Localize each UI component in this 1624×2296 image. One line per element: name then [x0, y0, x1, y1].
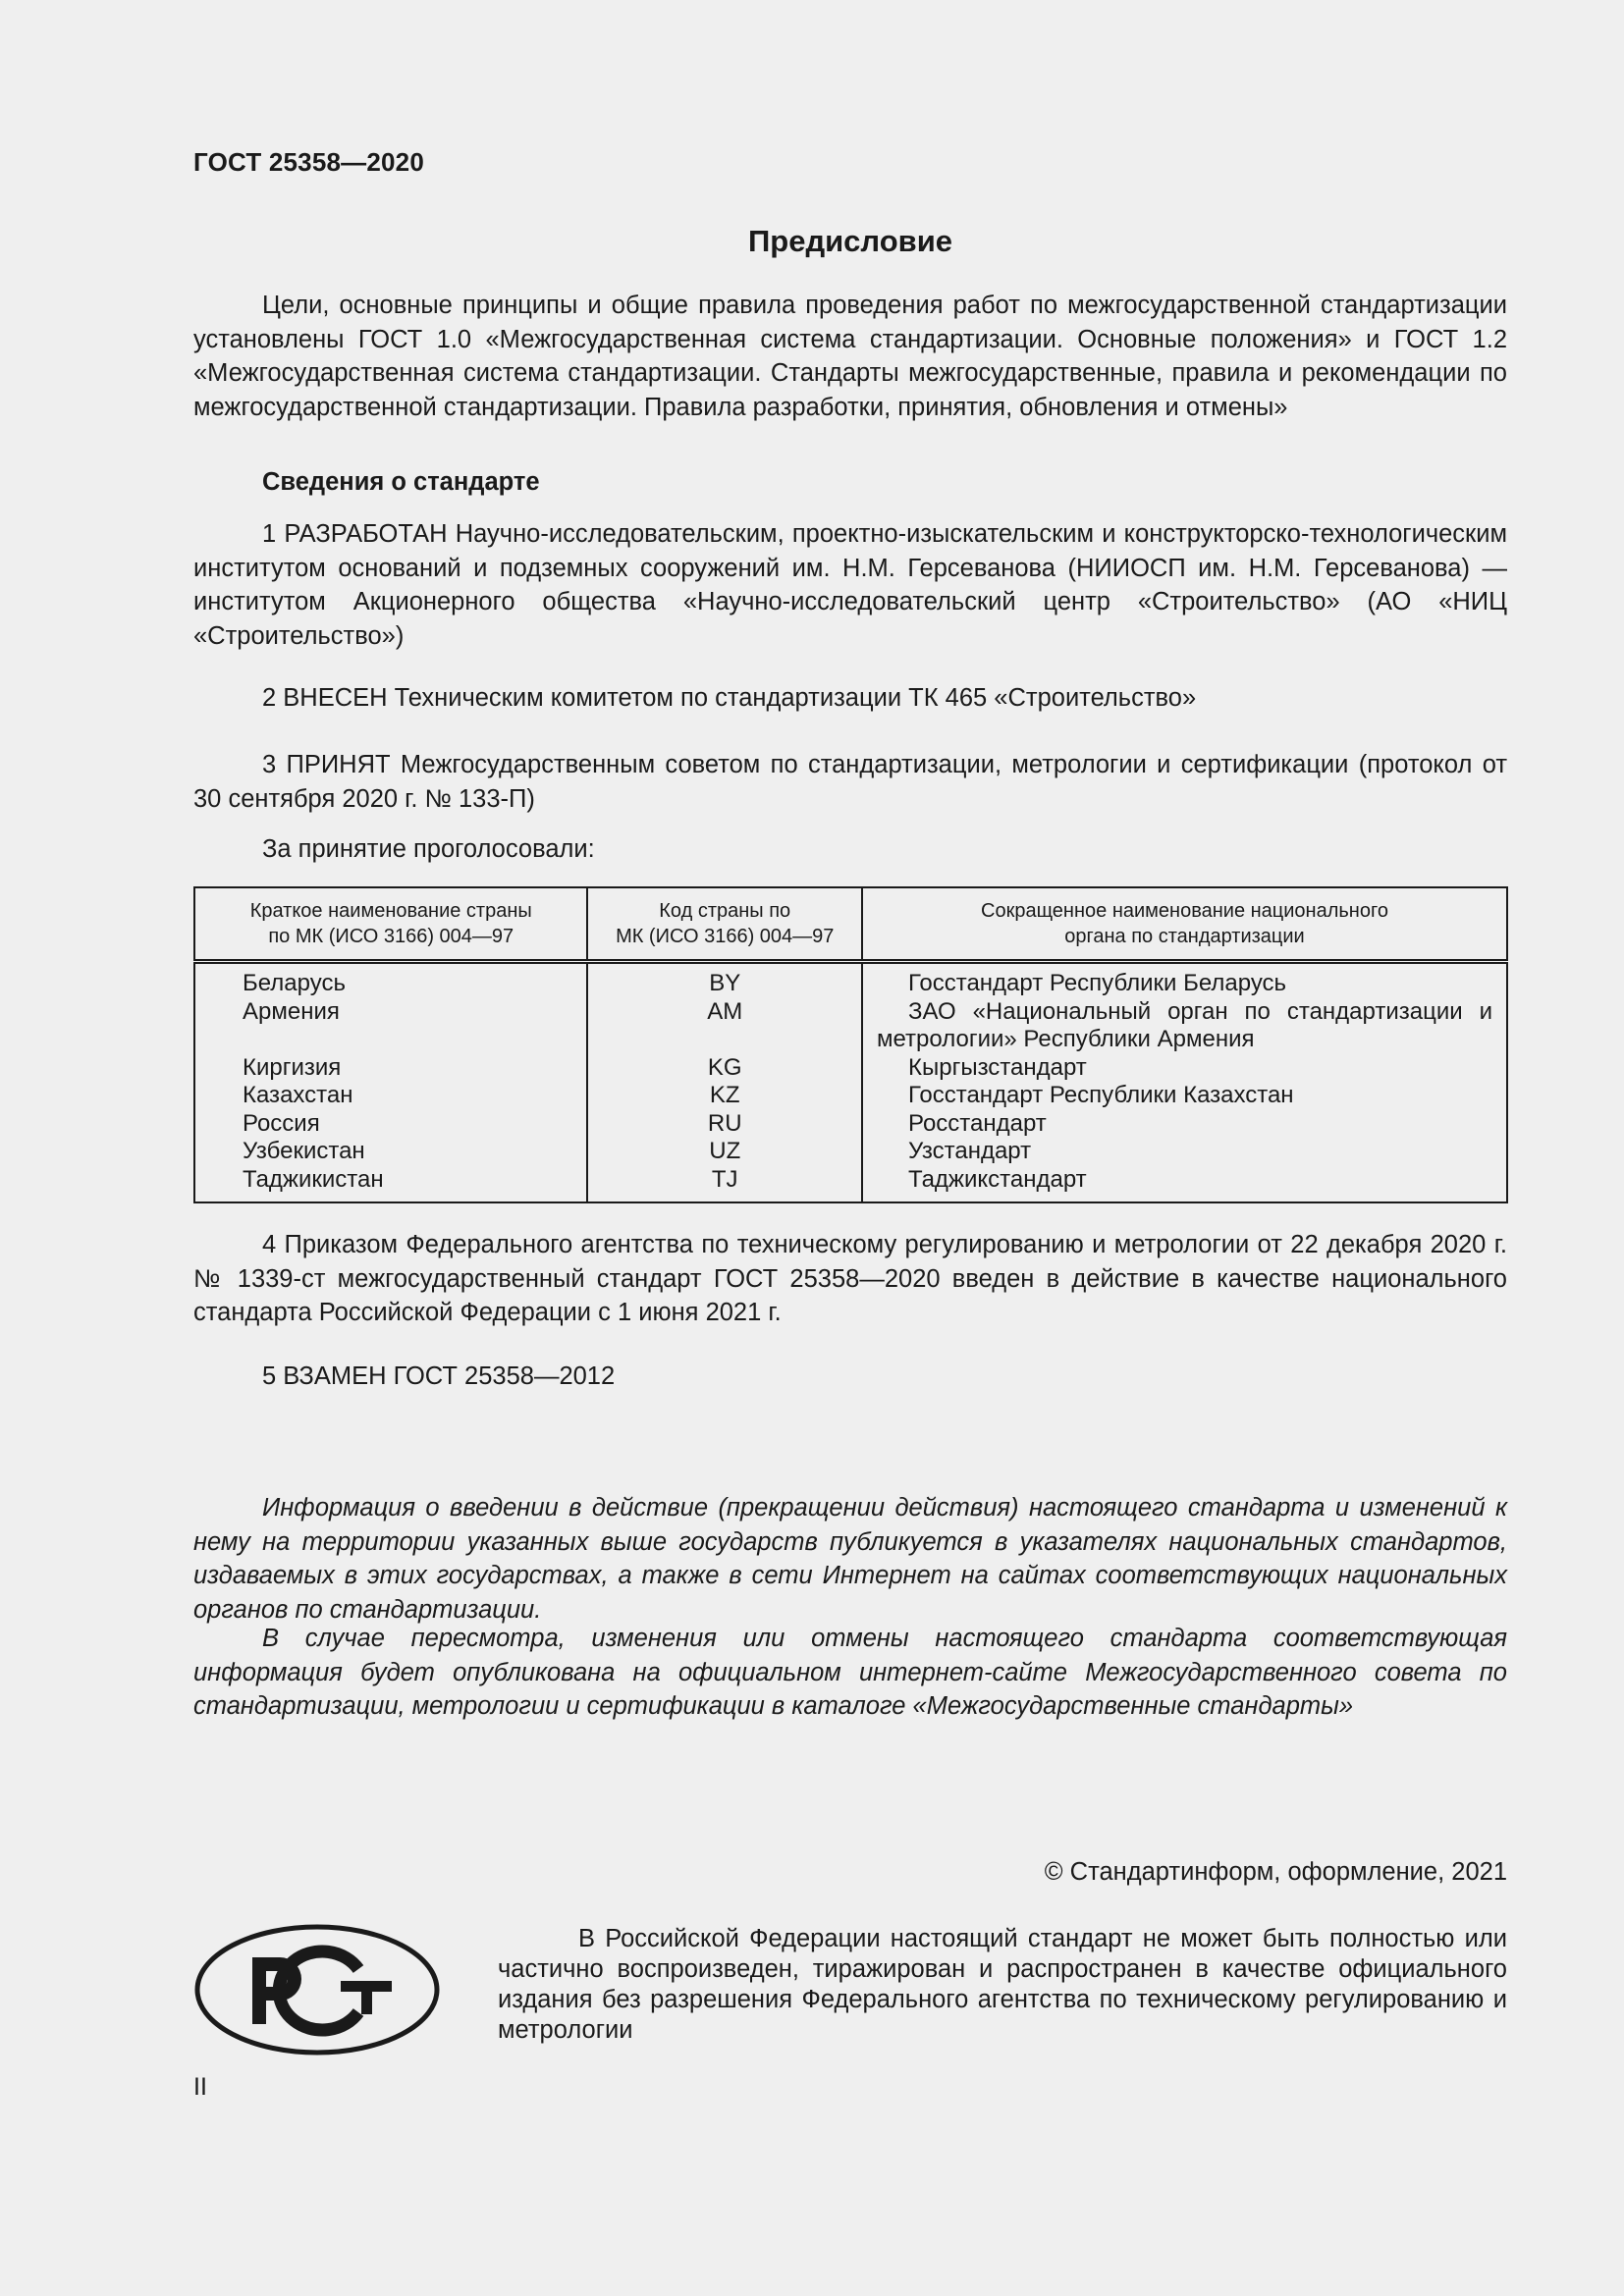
table-header-row	[194, 887, 1507, 962]
table-cell-organ: Росстандарт	[862, 1110, 1507, 1139]
table-header-country: Краткое наименование страны по МК (ИСО 3166) 004—97	[194, 887, 587, 962]
item-introduced: 2 ВНЕСЕН Техническим комитетом по стандартизации ТК 465 «Строительство»	[262, 684, 1197, 712]
document-code: ГОСТ 25358—2020	[193, 147, 424, 177]
table-cell-country: Казахстан	[194, 1082, 587, 1110]
item-enacted: 4 Приказом Федерального агентства по техническому регулированию и метрологии от 22 декабря 2020 г. № 1339-ст межгосударственный стандарт ГОСТ 25358—2020 введен в действие в качестве национального стандарта Российской Федерации с 1 июня 2021 г.	[193, 1231, 1507, 1326]
table-row	[194, 998, 1507, 1054]
table-cell-organ: Кыргызстандарт	[862, 1054, 1507, 1083]
voting-table	[193, 886, 1508, 1203]
table-cell-code: KZ	[587, 1082, 862, 1110]
table-cell-code: TJ	[587, 1166, 862, 1203]
table-row	[194, 1082, 1507, 1110]
table-cell-country: Беларусь	[194, 962, 587, 998]
page-title: Предисловие	[747, 224, 952, 258]
table-cell-organ: Узстандарт	[862, 1138, 1507, 1166]
table-cell-country: Таджикистан	[194, 1166, 587, 1203]
table-cell-country: Армения	[194, 998, 587, 1054]
item-adopted: 3 ПРИНЯТ Межгосударственным советом по стандартизации, метрологии и сертификации (протокол от 30 сентября 2020 г. № 133-П)	[193, 751, 1507, 813]
section-subheading: Сведения о стандарте	[262, 468, 540, 496]
info-paragraph-1: Информация о введении в действие (прекращении действия) настоящего стандарта и изменений к нему на территории указанных выше государств публикуется в указателях национальных стандартов, издаваемых в этих государствах, а также в сети Интернет на сайтах соответствующих национальных органов по стандартизации.	[193, 1494, 1507, 1624]
table-row	[194, 1054, 1507, 1083]
table-cell-country: Киргизия	[194, 1054, 587, 1083]
copyright-text: © Стандартинформ, оформление, 2021	[1044, 1858, 1507, 1886]
table-cell-code: UZ	[587, 1138, 862, 1166]
table-cell-code: KG	[587, 1054, 862, 1083]
table-cell-organ: Госстандарт Республики Казахстан	[862, 1082, 1507, 1110]
intro-paragraph: Цели, основные принципы и общие правила проведения работ по межгосударственной стандартизации установлены ГОСТ 1.0 «Межгосударственная система стандартизации. Основные положения» и ГОСТ 1.2 «Межгосударственная система стандартизации. Стандарты межгосударственные, правила и рекомендации по межгосударственной стандартизации. Правила разработки, принятия, обновления и отмены»	[193, 292, 1507, 421]
table-row	[194, 1166, 1507, 1203]
table-cell-organ: ЗАО «Национальный орган по стандартизации и метрологии» Республики Армения	[862, 998, 1507, 1054]
table-cell-code: BY	[587, 962, 862, 998]
table-cell-country: Россия	[194, 1110, 587, 1139]
rst-logo-icon	[193, 1922, 441, 2057]
table-header-organ: Сокращенное наименование национального органа по стандартизации	[862, 887, 1507, 962]
table-row	[194, 1110, 1507, 1139]
table-cell-country: Узбекистан	[194, 1138, 587, 1166]
table-cell-organ: Таджикстандарт	[862, 1166, 1507, 1203]
page-number: II	[193, 2073, 207, 2101]
item-developed: 1 РАЗРАБОТАН Научно-исследовательским, проектно-изыскательским и конструкторско-технологическим институтом оснований и подземных сооружений им. Н.М. Герсеванова (НИИОСП им. Н.М. Герсеванова) — институтом Акционерного общества «Научно-исследовательский центр «Строительство» (АО «НИЦ «Строительство»)	[193, 520, 1507, 650]
copyright-notice: В Российской Федерации настоящий стандарт не может быть полностью или частично воспроизведен, тиражирован и распространен в качестве официального издания без разрешения Федерального агентства по техническому регулированию и метрологии	[498, 1925, 1507, 2044]
table-row	[194, 962, 1507, 998]
info-paragraph-2: В случае пересмотра, изменения или отмены настоящего стандарта соответствующая информация будет опубликована на официальном интернет-сайте Межгосударственного совета по стандартизации, метрологии и сертификации в каталоге «Межгосударственные стандарты»	[193, 1625, 1507, 1720]
table-header-code: Код страны по МК (ИСО 3166) 004—97	[587, 887, 862, 962]
item-replaces: 5 ВЗАМЕН ГОСТ 25358—2012	[262, 1362, 616, 1390]
voted-label: За принятие проголосовали:	[262, 835, 595, 863]
table-cell-organ: Госстандарт Республики Беларусь	[862, 962, 1507, 998]
table-cell-code: RU	[587, 1110, 862, 1139]
table-cell-code: AM	[587, 998, 862, 1054]
table-row	[194, 1138, 1507, 1166]
